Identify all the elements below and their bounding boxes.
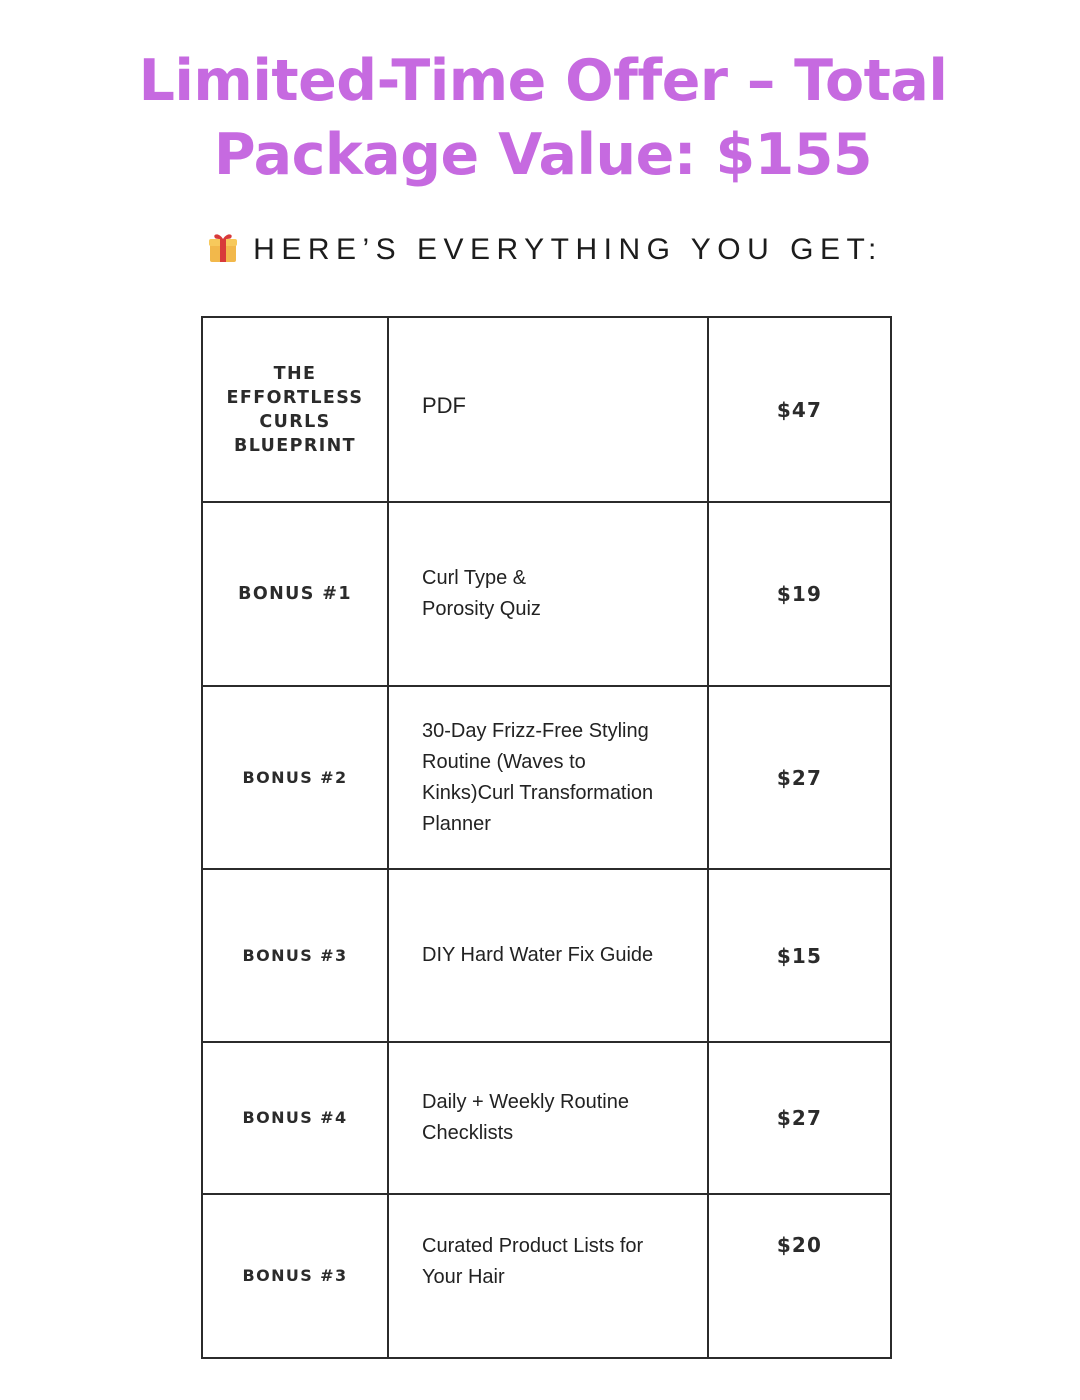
row-label-main-product <box>202 317 388 502</box>
row-price: $27 <box>708 686 891 869</box>
row-item: 30-Day Frizz-Free Styling Routine (Waves to Kinks)Curl Transformation Planner <box>388 686 708 869</box>
row-label-bonus-4: BONUS #4 <box>202 1042 388 1194</box>
row-item: DIY Hard Water Fix Guide <box>388 869 708 1042</box>
headline-line-2: Package Value: $155 <box>213 122 873 188</box>
row-price: $20 <box>708 1194 891 1358</box>
table-row <box>202 686 891 869</box>
subheading <box>0 228 1080 276</box>
row-label-bonus-2: BONUS #2 <box>202 686 388 869</box>
table-row <box>202 502 891 686</box>
row-item: Daily + Weekly Routine Checklists <box>388 1042 708 1194</box>
row-price: $19 <box>708 502 891 686</box>
row-item: Curl Type & Porosity Quiz <box>388 502 708 686</box>
row-item: Curated Product Lists for Your Hair <box>388 1194 708 1358</box>
row-item: PDF <box>388 317 708 502</box>
row-price: $27 <box>708 1042 891 1194</box>
row-price: $15 <box>708 869 891 1042</box>
headline <box>0 44 1080 192</box>
table-row <box>202 1042 891 1194</box>
row-price: $47 <box>708 317 891 502</box>
table-row <box>202 869 891 1042</box>
table-row <box>202 1194 891 1358</box>
subheading-text: HERE’S EVERYTHING YOU GET: <box>253 233 883 266</box>
row-label-bonus-3-repeat: BONUS #3 <box>202 1194 388 1358</box>
headline-line-1: Limited-Time Offer – Total <box>138 48 948 114</box>
gift-icon <box>207 231 239 276</box>
table-row <box>202 317 891 502</box>
row-label-bonus-1: BONUS #1 <box>202 502 388 686</box>
row-label-bonus-3: BONUS #3 <box>202 869 388 1042</box>
row-label-text: THE EFFORTLESS CURLS BLUEPRINT <box>226 363 364 456</box>
offer-table <box>201 316 892 1359</box>
